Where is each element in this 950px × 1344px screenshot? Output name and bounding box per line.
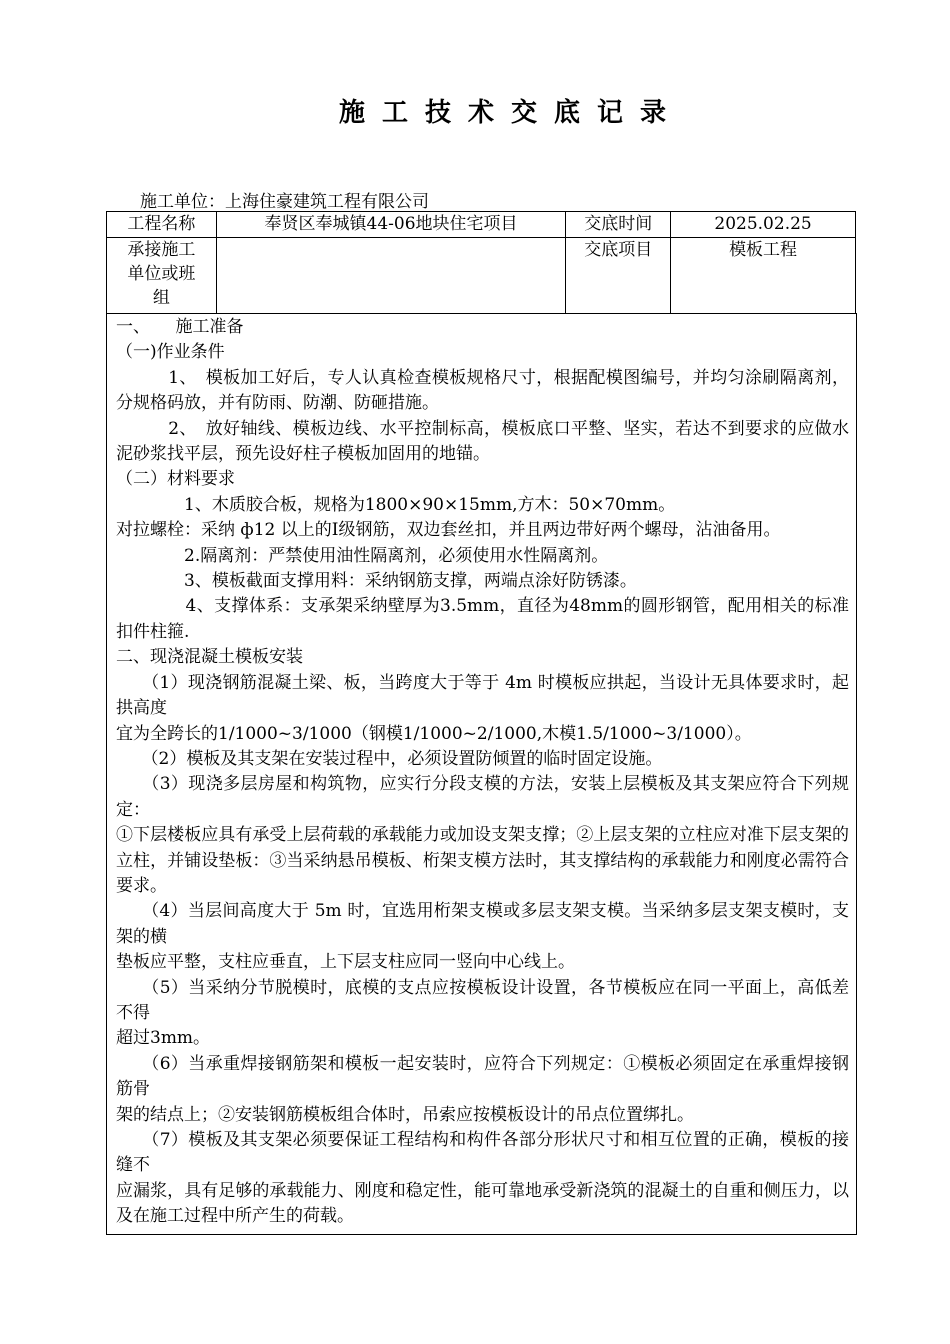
- paragraph: 架的结点上；②安装钢筋模板组合体时，吊索应按模板设计的吊点位置绑扎。: [116, 1104, 694, 1125]
- paragraph: 垫板应平整，支柱应垂直，上下层支柱应同一竖向中心线上。: [116, 952, 575, 973]
- header-table: [106, 211, 856, 314]
- contractor-label: 承接施工 单位或班 组: [107, 238, 217, 314]
- paragraph: 3、模板截面支撑用料：采纳钢筋支撑，两端点涂好防锈漆。: [116, 571, 637, 592]
- construction-unit: 施工单位：上海住豪建筑工程有限公司: [140, 192, 429, 212]
- paragraph: （3）现浇多层房屋和构筑物，应实行分段支模的方法，安装上层模板及其支架应符合下列规定：: [116, 774, 849, 820]
- paragraph: （5）当采纳分节脱模时，底模的支点应按模板设计设置，各节模板应在同一平面上，高低差不得: [116, 977, 849, 1023]
- paragraph: （4）当层间高度大于 5m 时，宜选用桁架支模或多层支架支模。当采纳多层支架支模时，支架的横: [116, 901, 849, 947]
- paragraph: 对拉螺栓：采纳 ф12 以上的Ⅰ级钢筋，双边套丝扣，并且两边带好两个螺母，沾油备用。: [116, 520, 781, 541]
- paragraph: 4、支撑体系：支承架采纳壁厚为3.5mm，直径为48mm的圆形钢管，配用相关的标准扣件柱箍.: [116, 596, 849, 642]
- paragraph: 2、 放好轴线、模板边线、水平控制标高，模板底口平整、坚实，若达不到要求的应做水泥砂浆找平层，预先设好柱子模板加固用的地锚。: [116, 418, 849, 465]
- page-title: 施工技术交底记录: [338, 98, 683, 128]
- paragraph: （7）模板及其支架必须要保证工程结构和构件各部分形状尺寸和相互位置的正确，模板的接缝不: [116, 1130, 849, 1176]
- content-box: [106, 313, 857, 1235]
- project-name-label: 工程名称: [107, 212, 217, 238]
- paragraph: 1、木质胶合板，规格为1800×90×15mm,方木：50×70mm。: [116, 494, 676, 515]
- section-heading: 一、 施工准备: [116, 317, 244, 337]
- section-heading: 二、现浇混凝土模板安装: [116, 647, 303, 668]
- paragraph: 宜为全跨长的1/1000~3/1000（钢模1/1000~2/1000,木模1.5/1000~3/1000）。: [116, 723, 752, 744]
- paragraph: （1）现浇钢筋混凝土梁、板，当跨度大于等于 4m 时模板应拱起，当设计无具体要求时，起拱高度: [116, 672, 849, 719]
- paragraph: 2.隔离剂：严禁使用油性隔离剂，必须使用水性隔离剂。: [116, 545, 609, 566]
- sub-heading: （二）材料要求: [116, 469, 235, 490]
- handover-item-label: 交底项目: [566, 238, 671, 314]
- paragraph: ①下层楼板应具有承受上层荷载的承载能力或加设支架支撑；②上层支架的立柱应对准下层支架的立柱，并铺设垫板：③当采纳悬吊模板、桁架支模方法时，其支撑结构的承载能力和刚度必需符合要求。: [116, 825, 849, 896]
- paragraph: 应漏浆，具有足够的承载能力、刚度和稳定性，能可靠地承受新浇筑的混凝土的自重和侧压力，以及在施工过程中所产生的荷载。: [116, 1180, 849, 1227]
- handover-time-value: 2025.02.25: [671, 212, 856, 238]
- sub-heading: （一)作业条件: [116, 342, 225, 363]
- content-text: [107, 313, 856, 1230]
- paragraph: 1、 模板加工好后，专人认真检查模板规格尺寸，根据配模图编号，并均匀涂刷隔离剂，分规格码放，并有防雨、防潮、防砸措施。: [116, 367, 849, 414]
- paragraph: （6）当承重焊接钢筋架和模板一起安装时，应符合下列规定：①模板必须固定在承重焊接钢筋骨: [116, 1053, 849, 1100]
- handover-time-label: 交底时间: [566, 212, 671, 238]
- contractor-value: [216, 238, 565, 314]
- project-name-value: 奉贤区奉城镇44-06地块住宅项目: [216, 212, 565, 238]
- paragraph: 超过3mm。: [116, 1028, 211, 1049]
- handover-item-value: 模板工程: [671, 238, 856, 314]
- paragraph: （2）模板及其支架在安装过程中，必须设置防倾置的临时固定设施。: [116, 748, 663, 769]
